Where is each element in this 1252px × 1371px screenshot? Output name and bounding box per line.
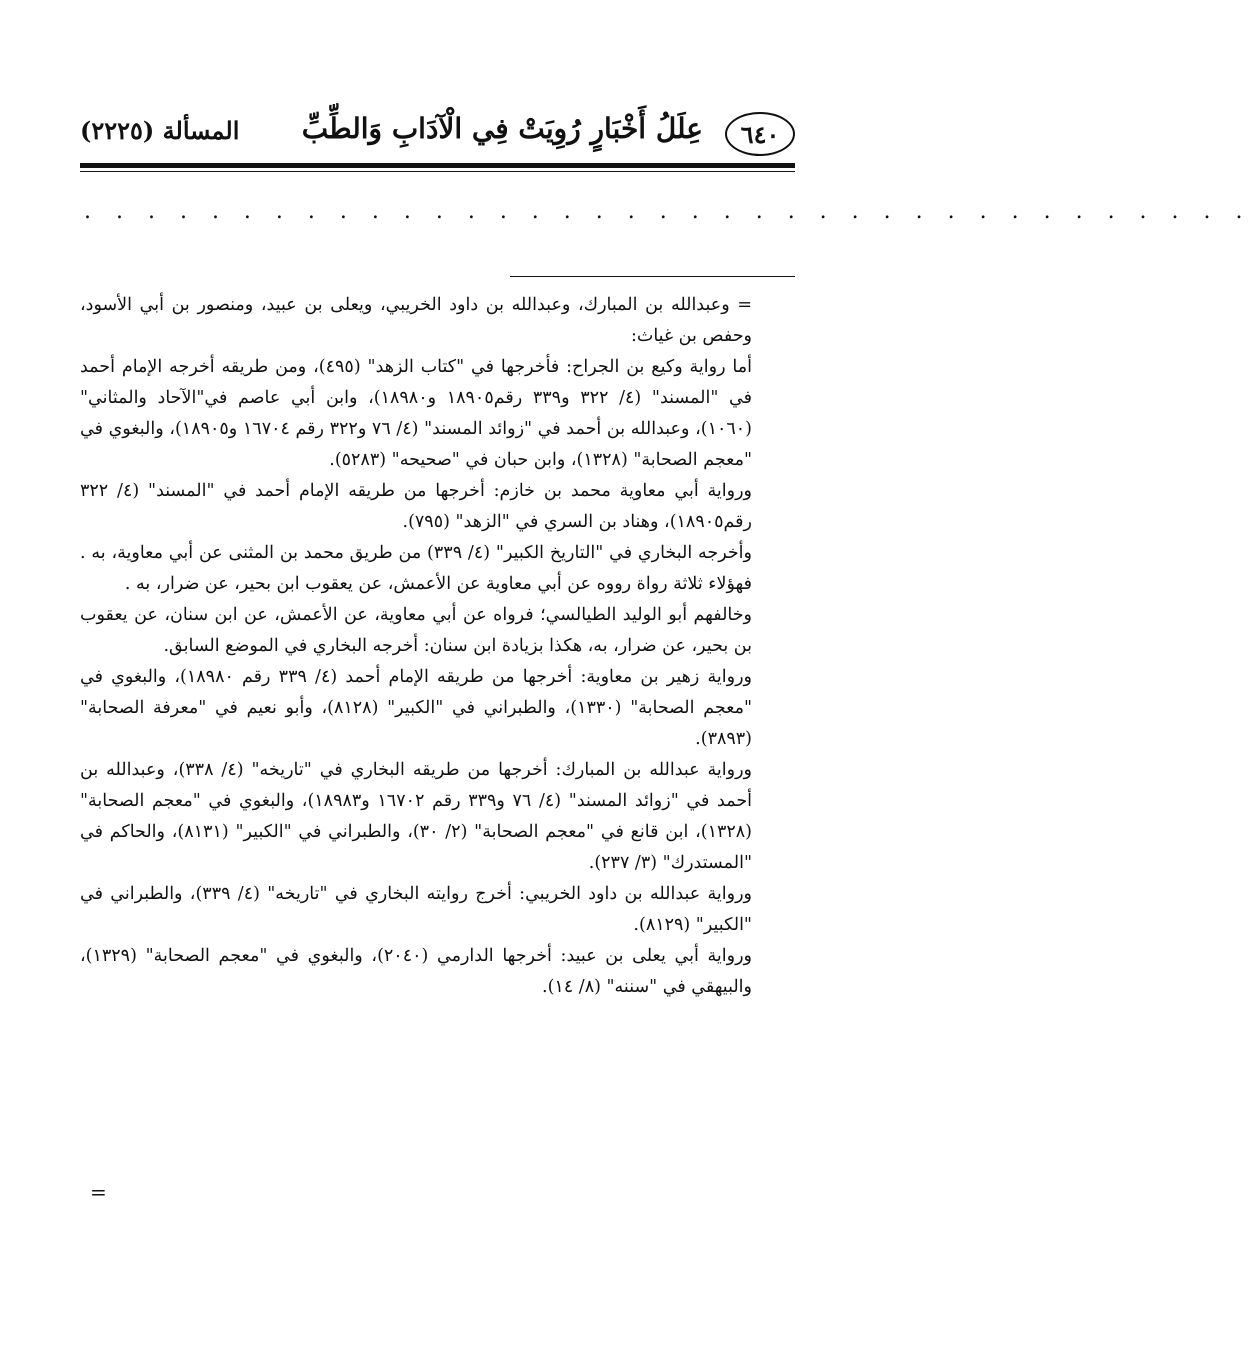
header-rule-thick [80, 163, 795, 168]
dotted-line: . . . . . . . . . . . . . . . . . . . . . . . . . . . . . . . . . . . . . [84, 199, 1252, 224]
footnote-paragraph: ورواية أبي يعلى بن عبيد: أخرجها الدارمي (٢٠٤٠)، والبغوي في "معجم الصحابة" (١٣٢٩)، والبيهقي في "سننه" (٨/ ١٤). [80, 946, 752, 997]
footnote-paragraph: ورواية عبدالله بن داود الخريبي: أخرج روايته البخاري في "تاريخه" (٤/ ٣٣٩)، والطبراني في "الكبير" (٨١٢٩). [80, 884, 752, 935]
book-title: عِلَلُ أَخْبَارٍ رُوِيَتْ فِي الْآدَابِ وَالطِّبِّ [301, 112, 703, 145]
footnote-paragraph: أما رواية وكيع بن الجراح: فأخرجها في "كتاب الزهد" (٤٩٥)، ومن طريقه أخرجه الإمام أحمد في "المسند" (٤/ ٣٢٢ و٣٣٩ رقم١٨٩٠٥ و١٨٩٨٠)، وابن أبي عاصم في"الآحاد والمثاني"(١٠٦٠)، وعبدالله بن أحمد في "زوائد المسند" (٤/ ٧٦ و٣٢٢ رقم ١٦٧٠٤ و١٨٩٠٥)، والبغوي في "معجم الصحابة" (١٣٢٨)، وابن حبان في "صحيحه" (٥٢٨٣). [80, 357, 753, 470]
footnote-paragraph: ورواية أبي معاوية محمد بن خازم: أخرجها من طريقه الإمام أحمد في "المسند" (٤/ ٣٢٢ رقم١٨٩٠٥)، وهناد بن السري في "الزهد" (٧٩٥). [80, 481, 752, 532]
footnote-paragraph: ورواية عبدالله بن المبارك: أخرجها من طريقه البخاري في "تاريخه" (٤/ ٣٣٨)، وعبدالله بن أحمد في "زوائد المسند" (٤/ ٧٦ و٣٣٩ رقم ١٦٧٠٢ و١٨٩٨٣)، والبغوي في "معجم الصحابة" (١٣٢٨)، ابن قانع في "معجم الصحابة" (٢/ ٣٠)، والطبراني في "الكبير" (٨١٣١)، والحاكم في "المستدرك" (٣/ ٢٣٧). [80, 760, 753, 873]
footnote-paragraph: ورواية زهير بن معاوية: أخرجها من طريقه الإمام أحمد (٤/ ٣٣٩ رقم ١٨٩٨٠)، والبغوي في "معجم الصحابة" (١٣٣٠)، والطبراني في "الكبير" (٨١٢٨)، وأبو نعيم في "معرفة الصحابة" (٣٨٩٣). [80, 667, 753, 749]
page-header [80, 106, 795, 162]
header-rule-thin [80, 171, 795, 172]
page-number-badge: ٦٤٠ [725, 112, 795, 156]
footnote-paragraph: وخالفهم أبو الوليد الطيالسي؛ فرواه عن أبي معاوية، عن الأعمش، عن ابن سنان، عن يعقوب بن بحير، عن ضرار، به، هكذا بزيادة ابن سنان: أخرجه البخاري في الموضع السابق. [80, 605, 752, 656]
footnote-paragraph: = وعبدالله بن المبارك، وعبدالله بن داود الخريبي، ويعلى بن عبيد، ومنصور بن أبي الأسود، وحفص بن غياث: [80, 295, 752, 346]
footnote-separator [510, 276, 795, 277]
continuation-mark: = [90, 1180, 107, 1204]
issue-label: المسألة (٢٢٢٥) [80, 116, 240, 145]
footnotes [80, 290, 752, 1003]
footnote-paragraph: وأخرجه البخاري في "التاريخ الكبير" (٤/ ٣٣٩) من طريق محمد بن المثنى عن أبي معاوية، به . فهؤلاء ثلاثة رواة رووه عن أبي معاوية عن الأعمش، عن يعقوب ابن بحير، عن ضرار، به . [80, 543, 752, 594]
